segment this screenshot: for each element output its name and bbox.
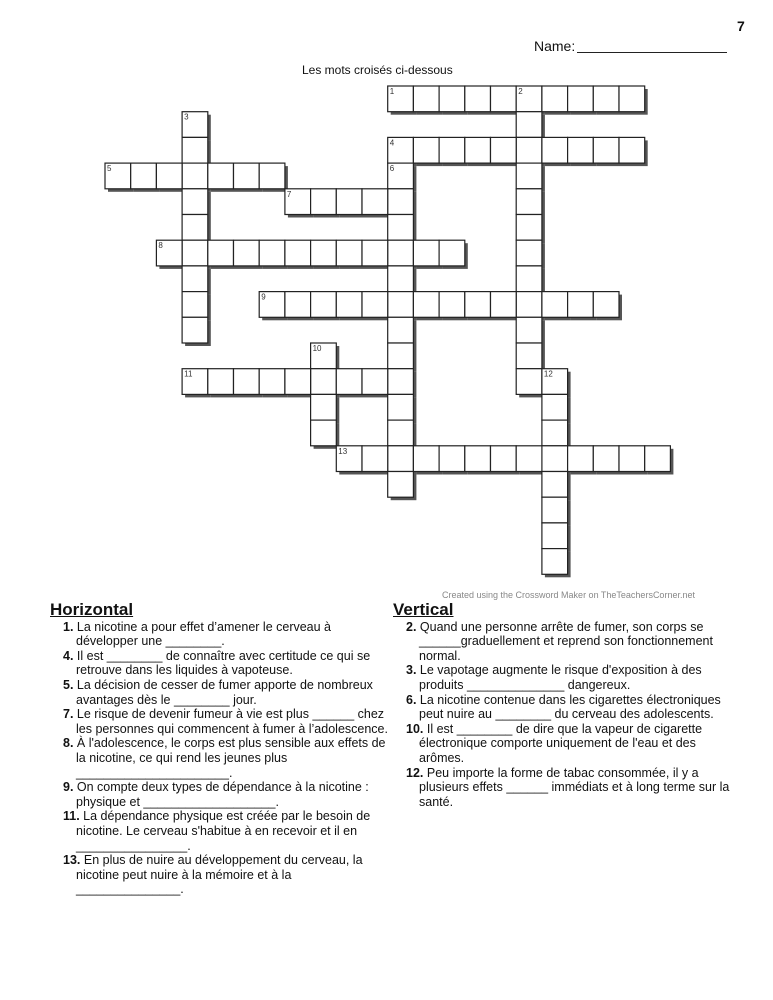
grid-cell[interactable] bbox=[259, 163, 285, 189]
clue-item bbox=[63, 707, 388, 736]
grid-cell[interactable] bbox=[516, 137, 542, 163]
grid-cell[interactable] bbox=[311, 240, 337, 266]
grid-cell[interactable] bbox=[336, 189, 362, 215]
grid-clue-number: 11 bbox=[184, 369, 193, 379]
grid-cell[interactable] bbox=[182, 266, 208, 292]
grid-cell[interactable] bbox=[208, 240, 234, 266]
clue-text: La nicotine a pour effet d’amener le cerveau à développer une ________. bbox=[73, 619, 332, 649]
clue-text: Le risque de devenir fumeur à vie est plus ______ chez les personnes qui commencent à fumer à l’adolescence. bbox=[73, 707, 388, 736]
grid-cell[interactable] bbox=[388, 446, 414, 472]
across-heading: Horizontal bbox=[50, 600, 134, 619]
grid-cell[interactable] bbox=[542, 394, 568, 420]
grid-cell[interactable] bbox=[516, 446, 542, 472]
clue-number: 10. bbox=[406, 721, 424, 736]
down-clue-list bbox=[393, 620, 733, 810]
clue-item bbox=[63, 649, 388, 678]
down-clues-section bbox=[393, 600, 733, 809]
grid-clue-number: 7 bbox=[286, 189, 292, 199]
grid-cell[interactable] bbox=[593, 292, 619, 318]
grid-cell[interactable] bbox=[388, 369, 414, 395]
grid-cell[interactable] bbox=[208, 163, 234, 189]
grid-cell[interactable] bbox=[362, 189, 388, 215]
grid-cell[interactable] bbox=[465, 292, 491, 318]
clue-text: Il est ________ de dire que la vapeur de cigarette électronique comporte uniquement de l'eau et des arômes. bbox=[419, 721, 703, 765]
grid-cell[interactable] bbox=[619, 446, 645, 472]
grid-cell[interactable] bbox=[234, 163, 260, 189]
across-clue-list bbox=[50, 620, 388, 897]
grid-cell[interactable] bbox=[439, 86, 465, 112]
grid-cell[interactable] bbox=[362, 240, 388, 266]
page-number: 7 bbox=[737, 18, 745, 34]
grid-cell[interactable] bbox=[465, 86, 491, 112]
clue-text: Peu importe la forme de tabac consommée, il y a plusieurs effets ______ immédiats et à long terme sur la santé. bbox=[419, 765, 730, 809]
clue-text: On compte deux types de dépendance à la nicotine : physique et ___________________. bbox=[73, 780, 369, 809]
grid-cell[interactable] bbox=[439, 446, 465, 472]
clue-text: Quand une personne arrête de fumer, son corps se ______graduellement et reprend son fonctionnement normal. bbox=[416, 619, 713, 663]
clue-text: À l'adolescence, le corps est plus sensible aux effets de la nicotine, ce qui rend les jeunes plus ______________________. bbox=[73, 736, 386, 780]
grid-cell[interactable] bbox=[362, 446, 388, 472]
grid-cell[interactable] bbox=[388, 420, 414, 446]
clue-text: La décision de cesser de fumer apporte de nombreux avantages dès le ________ jour. bbox=[73, 677, 373, 707]
clue-number: 9. bbox=[63, 780, 74, 795]
clue-item bbox=[406, 620, 733, 664]
clue-item bbox=[63, 853, 388, 897]
puzzle-title: Les mots croisés ci-dessous bbox=[302, 63, 453, 77]
grid-cell[interactable] bbox=[516, 292, 542, 318]
grid-cell[interactable] bbox=[413, 86, 439, 112]
clue-number: 3. bbox=[406, 663, 417, 678]
grid-cell[interactable] bbox=[542, 86, 568, 112]
grid-cell[interactable] bbox=[234, 240, 260, 266]
grid-clue-number: 5 bbox=[107, 164, 112, 174]
grid-cell[interactable] bbox=[568, 86, 594, 112]
grid-cell[interactable] bbox=[311, 292, 337, 318]
grid-cell[interactable] bbox=[413, 137, 439, 163]
across-clues-section bbox=[50, 600, 388, 897]
grid-cell[interactable] bbox=[388, 394, 414, 420]
grid-cell[interactable] bbox=[542, 420, 568, 446]
grid-cell[interactable] bbox=[182, 317, 208, 343]
grid-clue-number: 10 bbox=[312, 344, 322, 353]
clue-item bbox=[63, 678, 388, 707]
grid-cell[interactable] bbox=[542, 137, 568, 163]
grid-cell[interactable] bbox=[259, 369, 285, 395]
clue-number: 7. bbox=[63, 707, 74, 722]
grid-clue-number: 6 bbox=[389, 164, 395, 174]
grid-cell[interactable] bbox=[593, 86, 619, 112]
clue-number: 12. bbox=[406, 765, 424, 780]
grid-cell[interactable] bbox=[439, 240, 465, 266]
credit-line: Created using the Crossword Maker on TheTeachersCorner.net bbox=[442, 590, 695, 600]
clue-text: La nicotine contenue dans les cigarettes électroniques peut nuire au ________ du cerveau des adolescents. bbox=[416, 692, 721, 722]
clue-number: 5. bbox=[63, 677, 74, 692]
grid-cell[interactable] bbox=[465, 446, 491, 472]
grid-clue-number: 13 bbox=[338, 446, 348, 456]
grid-cell[interactable] bbox=[413, 240, 439, 266]
grid-cell[interactable] bbox=[182, 163, 208, 189]
grid-cell[interactable] bbox=[593, 137, 619, 163]
clue-item bbox=[63, 809, 388, 853]
grid-cell[interactable] bbox=[516, 343, 542, 369]
clue-number: 4. bbox=[63, 648, 74, 663]
grid-cell[interactable] bbox=[336, 240, 362, 266]
grid-cell[interactable] bbox=[285, 292, 311, 318]
grid-cell[interactable] bbox=[388, 292, 414, 318]
clue-text: En plus de nuire au développement du cerveau, la nicotine peut nuire à la mémoire et à la _______________. bbox=[76, 853, 363, 897]
grid-cell[interactable] bbox=[413, 292, 439, 318]
clue-item bbox=[406, 766, 733, 810]
grid-cell[interactable] bbox=[311, 394, 337, 420]
grid-clue-number: 4 bbox=[389, 138, 395, 148]
grid-cell[interactable] bbox=[516, 369, 542, 395]
grid-cell[interactable] bbox=[413, 446, 439, 472]
name-label: Name: bbox=[534, 38, 576, 54]
grid-cell[interactable] bbox=[388, 317, 414, 343]
grid-cell[interactable] bbox=[234, 369, 260, 395]
grid-cell[interactable] bbox=[619, 86, 645, 112]
grid-cell[interactable] bbox=[156, 163, 182, 189]
clue-item bbox=[406, 663, 733, 692]
grid-cell[interactable] bbox=[336, 369, 362, 395]
grid-clue-number: 8 bbox=[158, 241, 163, 251]
grid-cell[interactable] bbox=[593, 446, 619, 472]
grid-cell[interactable] bbox=[491, 86, 517, 112]
clue-text: Le vapotage augmente le risque d'exposition à des produits ______________ dangereux. bbox=[416, 663, 702, 692]
grid-clue-number: 1 bbox=[389, 87, 395, 96]
grid-cell[interactable] bbox=[182, 215, 208, 241]
grid-clue-number: 12 bbox=[543, 369, 553, 379]
grid-cell[interactable] bbox=[491, 292, 517, 318]
grid-cell[interactable] bbox=[516, 266, 542, 292]
clue-text: La dépendance physique est créée par le besoin de nicotine. Le cerveau s'habitue à en recevoir et il en ________________. bbox=[76, 809, 371, 853]
clue-number: 13. bbox=[63, 853, 81, 868]
grid-cell[interactable] bbox=[182, 189, 208, 215]
grid-cell[interactable] bbox=[465, 137, 491, 163]
grid-cell[interactable] bbox=[542, 292, 568, 318]
grid-cell[interactable] bbox=[182, 292, 208, 318]
clue-number: 2. bbox=[406, 619, 417, 634]
grid-cell[interactable] bbox=[645, 446, 671, 472]
clue-item bbox=[63, 780, 388, 809]
grid-cell[interactable] bbox=[439, 292, 465, 318]
grid-cell[interactable] bbox=[131, 163, 157, 189]
grid-cell[interactable] bbox=[259, 240, 285, 266]
grid-cell[interactable] bbox=[311, 369, 337, 395]
grid-cell[interactable] bbox=[568, 137, 594, 163]
grid-cell[interactable] bbox=[388, 343, 414, 369]
grid-cell[interactable] bbox=[542, 523, 568, 549]
grid-cell[interactable] bbox=[208, 369, 234, 395]
grid-cell[interactable] bbox=[388, 472, 414, 498]
grid-cell[interactable] bbox=[311, 189, 337, 215]
clue-number: 1. bbox=[63, 619, 74, 634]
grid-cell[interactable] bbox=[491, 446, 517, 472]
grid-cell[interactable] bbox=[516, 240, 542, 266]
grid-cell[interactable] bbox=[362, 292, 388, 318]
grid-clue-number: 2 bbox=[518, 87, 523, 96]
grid-cell[interactable] bbox=[516, 189, 542, 215]
grid-cell[interactable] bbox=[516, 163, 542, 189]
grid-clue-number: 9 bbox=[261, 292, 266, 302]
grid-cell[interactable] bbox=[388, 189, 414, 215]
clue-number: 11. bbox=[63, 809, 80, 824]
clue-item bbox=[406, 693, 733, 722]
grid-cell[interactable] bbox=[568, 292, 594, 318]
grid-cell[interactable] bbox=[388, 240, 414, 266]
grid-cell[interactable] bbox=[311, 420, 337, 446]
clue-number: 6. bbox=[406, 692, 417, 707]
grid-cell[interactable] bbox=[388, 266, 414, 292]
grid-cell[interactable] bbox=[491, 137, 517, 163]
clue-text: Il est ________ de connaître avec certitude ce qui se retrouve dans les liquides à vapoteuse. bbox=[73, 648, 371, 678]
grid-cell[interactable] bbox=[362, 369, 388, 395]
grid-cell[interactable] bbox=[182, 240, 208, 266]
down-heading: Vertical bbox=[393, 600, 454, 619]
grid-cell[interactable] bbox=[439, 137, 465, 163]
grid-cell[interactable] bbox=[619, 137, 645, 163]
grid-cell[interactable] bbox=[285, 240, 311, 266]
grid-cell[interactable] bbox=[542, 472, 568, 498]
grid-cell[interactable] bbox=[542, 446, 568, 472]
grid-clue-number: 3 bbox=[184, 112, 189, 122]
grid-cell[interactable] bbox=[542, 497, 568, 523]
clue-item bbox=[406, 722, 733, 766]
clue-item bbox=[63, 620, 388, 649]
grid-cell[interactable] bbox=[542, 549, 568, 575]
grid-cell[interactable] bbox=[516, 112, 542, 138]
grid-cell[interactable] bbox=[182, 137, 208, 163]
grid-cell[interactable] bbox=[336, 292, 362, 318]
grid-cell[interactable] bbox=[516, 317, 542, 343]
grid-cell[interactable] bbox=[516, 215, 542, 241]
grid-cell[interactable] bbox=[285, 369, 311, 395]
grid-cell[interactable] bbox=[568, 446, 594, 472]
grid-cell[interactable] bbox=[388, 215, 414, 241]
clue-number: 8. bbox=[63, 736, 74, 751]
clue-item bbox=[63, 736, 388, 780]
